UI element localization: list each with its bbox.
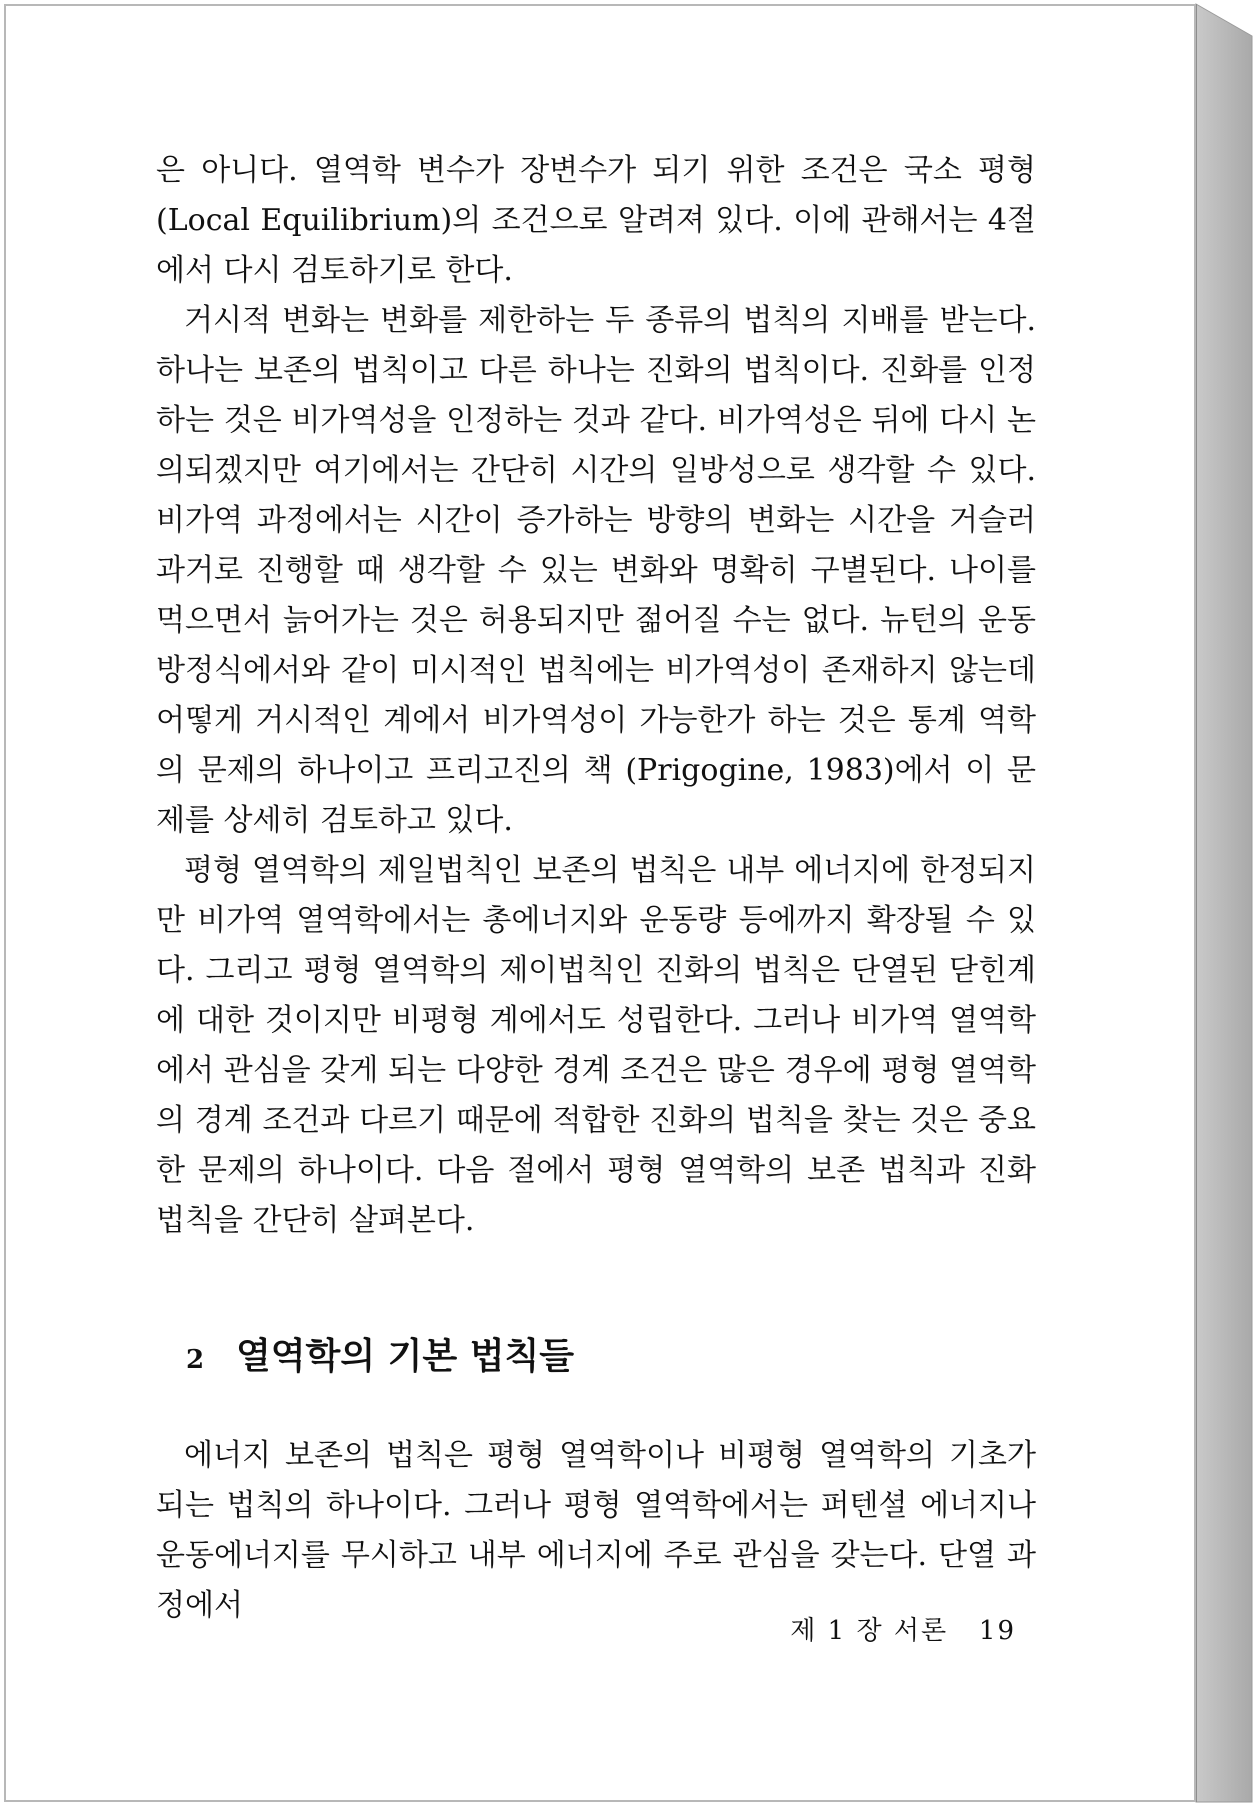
section-number: 2 bbox=[186, 1345, 205, 1375]
section-body bbox=[156, 1431, 1036, 1631]
book-page bbox=[4, 4, 1196, 1802]
footer-page-number: 19 bbox=[978, 1616, 1016, 1646]
paragraph-2: 거시적 변화는 변화를 제한하는 두 종류의 법칙의 지배를 받는다. 하나는 보존의 법칙이고 다른 하나는 진화의 법칙이다. 진화를 인정하는 것은 비가역성을 인정하는 것과 같다. 비가역성은 뒤에 다시 논의되겠지만 여기에서는 간단히 시간의 일방성으로 생각할 수 있다. 비가역 과정에서는 시간이 증가하는 방향의 변화는 시간을 거슬러 과거로 진행할 때 생각할 수 있는 변화와 명확히 구별된다. 나이를 먹으면서 늙어가는 것은 허용되지만 젊어질 수는 없다. 뉴턴의 운동방정식에서와 같이 미시적인 법칙에는 비가역성이 존재하지 않는데 어떻게 거시적인 계에서 비가역성이 가능한가 하는 것은 통계 역학의 문제의 하나이고 프리고진의 책 (Prigogine, 1983)에서 이 문제를 상세히 검토하고 있다. bbox=[156, 303, 1036, 838]
footer-chapter: 제 1 장 서론 bbox=[790, 1616, 949, 1646]
section-title: 열역학의 기본 법칙들 bbox=[236, 1335, 575, 1377]
paragraph-1: 은 아니다. 열역학 변수가 장변수가 되기 위한 조건은 국소 평형 (Local Equilibrium)의 조건으로 알려져 있다. 이에 관해서는 4절에서 다시 검토하기로 한다. bbox=[156, 153, 1036, 288]
body-text bbox=[156, 146, 1036, 1246]
section-heading bbox=[186, 1326, 986, 1390]
section-paragraph-1: 에너지 보존의 법칙은 평형 열역학이나 비평형 열역학의 기초가 되는 법칙의 하나이다. 그러나 평형 열역학에서는 퍼텐셜 에너지나 운동에너지를 무시하고 내부 에너지에 주로 관심을 갖는다. 단열 과정에서 bbox=[156, 1438, 1036, 1623]
paragraph-3: 평형 열역학의 제일법칙인 보존의 법칙은 내부 에너지에 한정되지만 비가역 열역학에서는 총에너지와 운동량 등에까지 확장될 수 있다. 그리고 평형 열역학의 제이법칙인 진화의 법칙은 단열된 닫힌계에 대한 것이지만 비평형 계에서도 성립한다. 그러나 비가역 열역학에서 관심을 갖게 되는 다양한 경계 조건은 많은 경우에 평형 열역학의 경계 조건과 다르기 때문에 적합한 진화의 법칙을 찾는 것은 중요한 문제의 하나이다. 다음 절에서 평형 열역학의 보존 법칙과 진화 법칙을 간단히 살펴본다. bbox=[156, 853, 1036, 1238]
page-footer bbox=[786, 1611, 1016, 1651]
